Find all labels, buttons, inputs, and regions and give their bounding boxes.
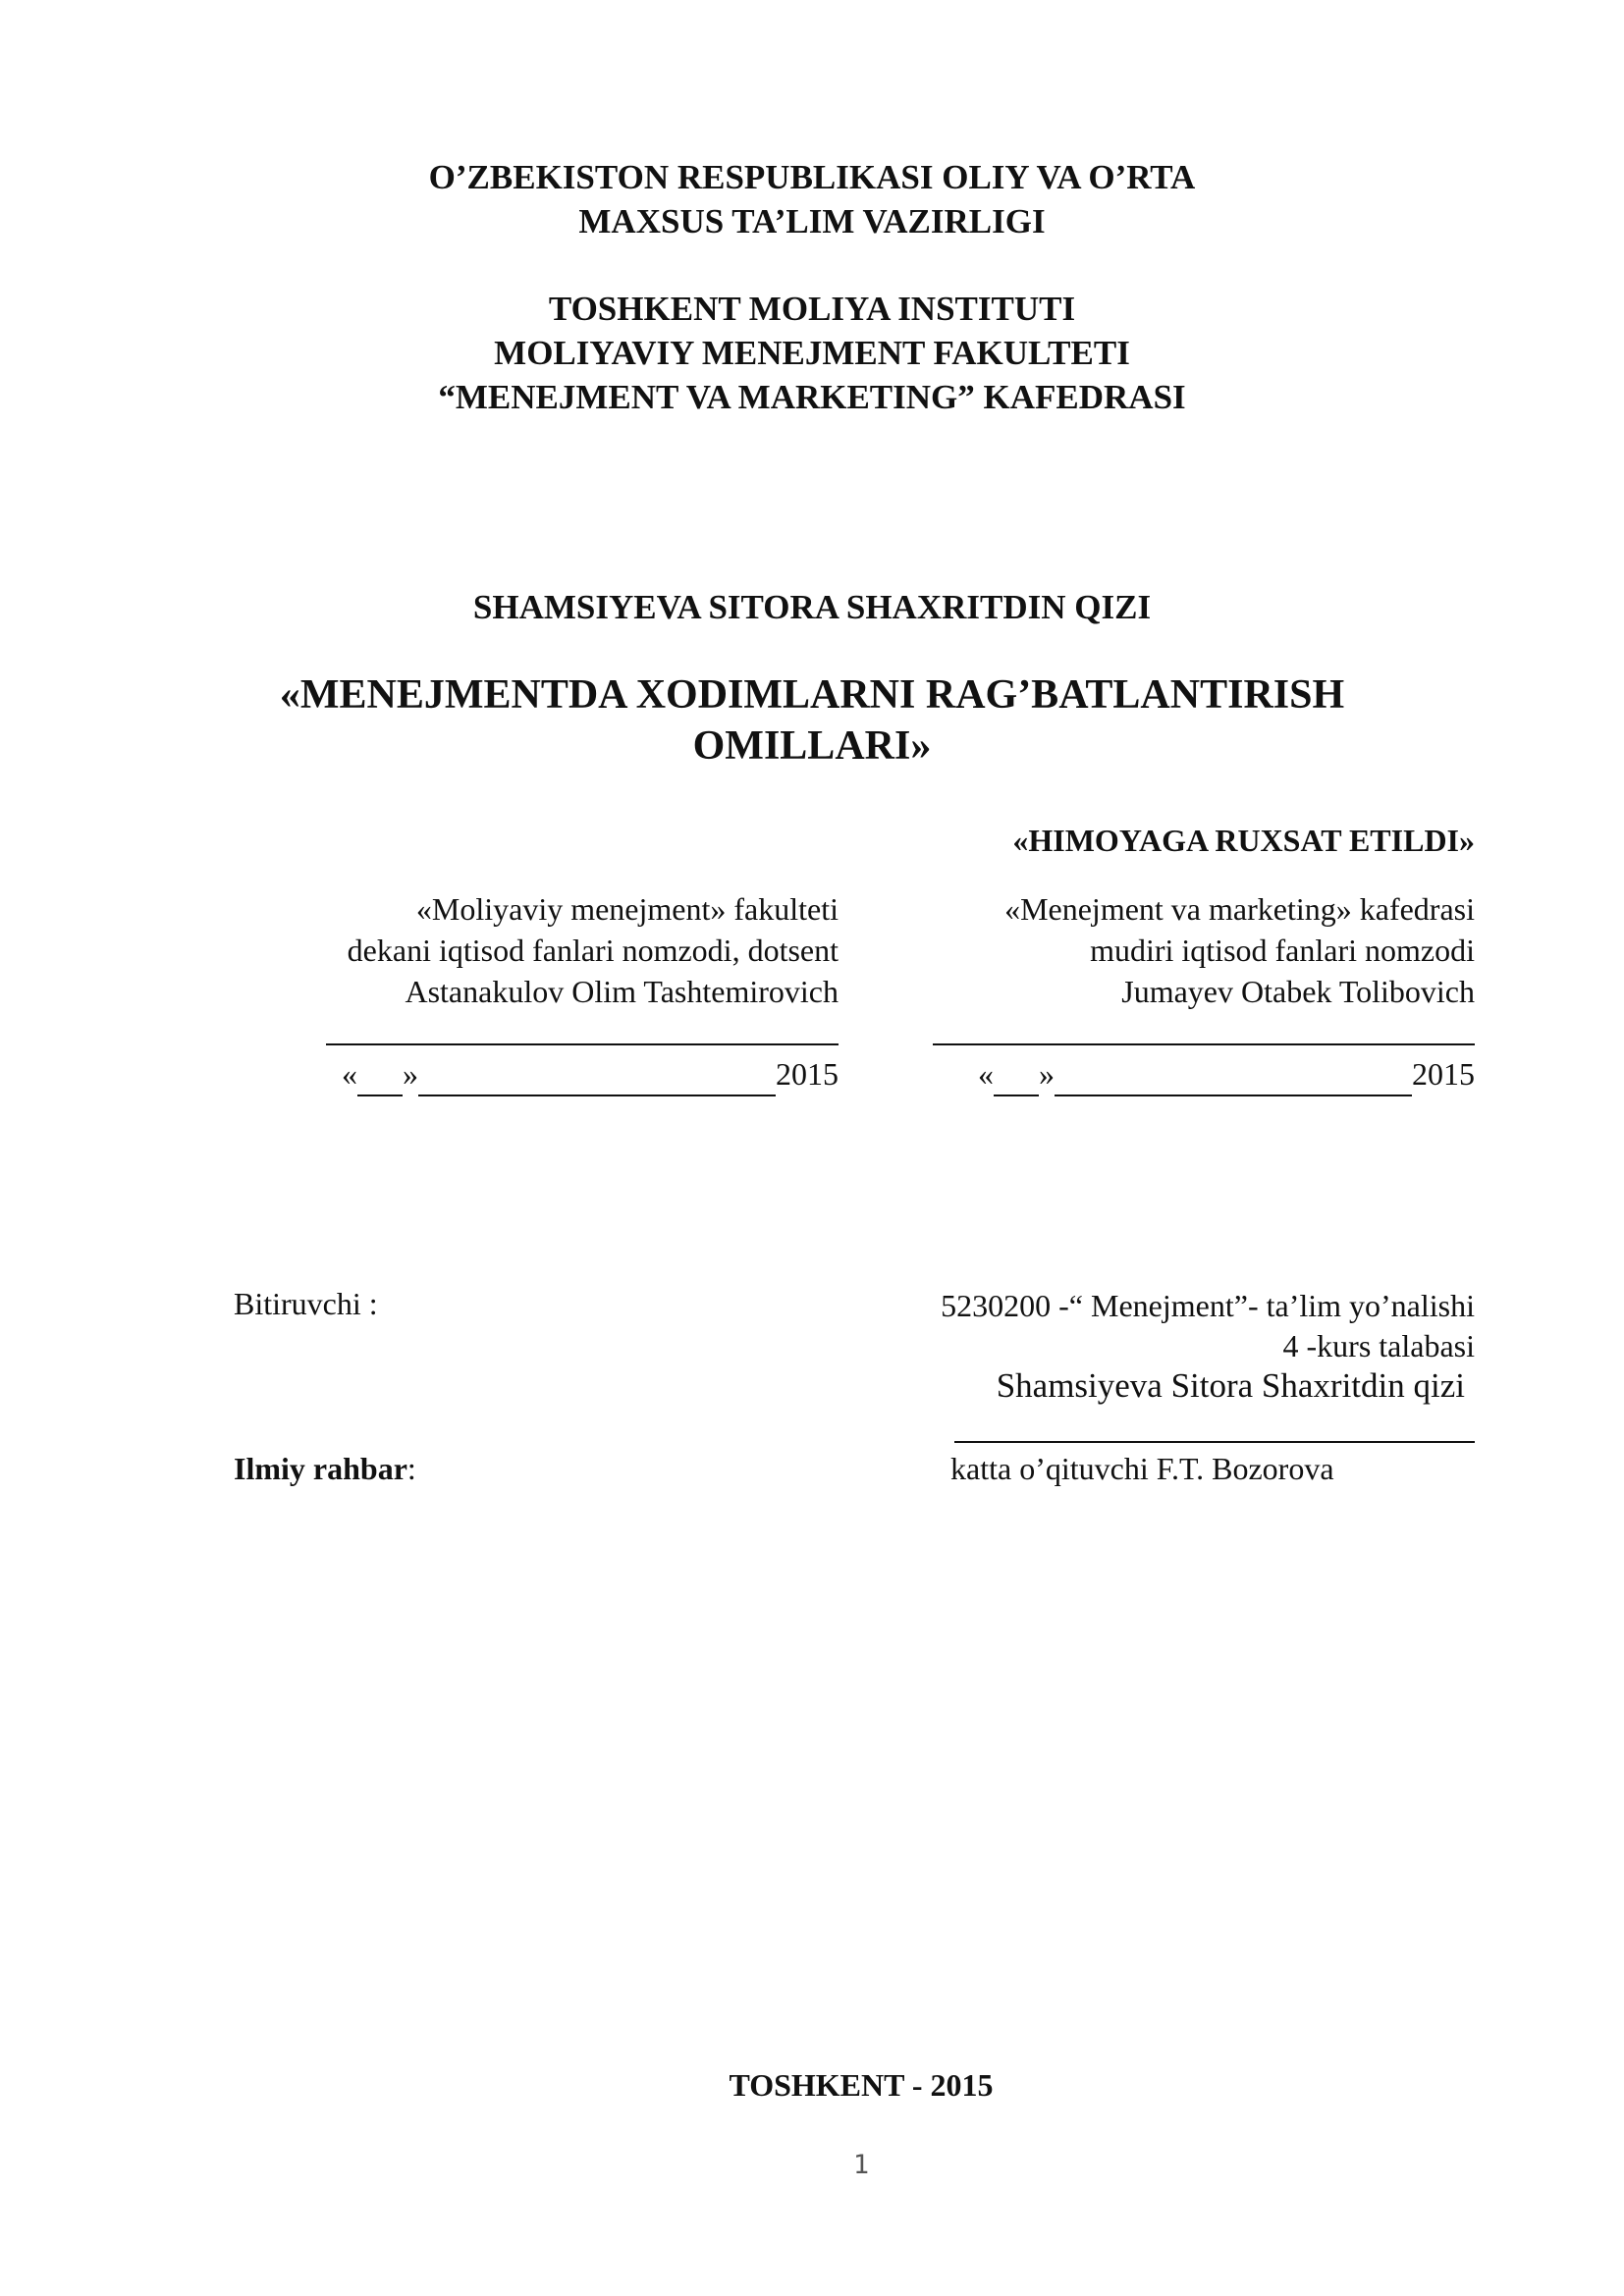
graduate-signature-line: [954, 1441, 1475, 1443]
head-line-3: Jumayev Otabek Tolibovich: [1121, 974, 1475, 1009]
head-line-1: «Menejment va marketing» kafedrasi: [1004, 891, 1475, 927]
graduate-label: Bitiruvchi :: [234, 1286, 378, 1321]
advisor-name: katta o’qituvchi F.T. Bozorova: [950, 1451, 1334, 1486]
head-signature-line: [866, 1012, 1475, 1053]
month-blank-long: [483, 1053, 776, 1096]
thesis-title-line-2: OMILLARI»: [692, 723, 932, 769]
graduate-name: Shamsiyeva Sitora Shaxritdin qizi: [996, 1366, 1465, 1405]
dean-date-line: « » 2015: [230, 1053, 839, 1095]
head-date-line: « » 2015: [866, 1053, 1475, 1095]
department-name: “MENEJMENT VA MARKETING” KAFEDRASI: [438, 378, 1186, 416]
institute-heading: [0, 287, 1624, 419]
page-number: 1: [852, 2150, 870, 2180]
institute-name: TOSHKENT MOLIYA INSTITUTI: [548, 290, 1076, 328]
city-year: TOSHKENT - 2015: [729, 2067, 994, 2103]
graduate-info: [941, 1286, 1475, 1366]
advisor-label: Ilmiy rahbar:: [234, 1451, 416, 1486]
month-blank: [418, 1053, 483, 1096]
ministry-line-2: MAXSUS TA’LIM VAZIRLIGI: [578, 202, 1046, 240]
head-of-department-signature-block: [866, 888, 1475, 1095]
dean-line-1: «Moliyaviy menejment» fakulteti: [415, 891, 839, 927]
day-blank: [994, 1053, 1039, 1096]
day-blank: [357, 1053, 403, 1096]
month-blank-long: [1119, 1053, 1412, 1096]
faculty-name: MOLIYAVIY MENEJMENT FAKULTETI: [494, 334, 1130, 372]
head-line-2: mudiri iqtisod fanlari nomzodi: [1090, 933, 1475, 968]
approval-heading: «HIMOYAGA RUXSAT ETILDI»: [1012, 823, 1475, 858]
ministry-heading: [0, 155, 1624, 243]
author-name: SHAMSIYEVA SITORA SHAXRITDIN QIZI: [472, 588, 1152, 626]
graduate-course: 4 -kurs talabasi: [1282, 1328, 1475, 1363]
ministry-line-1: O’ZBEKISTON RESPUBLIKASI OLIY VA O’RTA: [428, 158, 1196, 196]
dean-line-2: dekani iqtisod fanlari nomzodi, dotsent: [347, 933, 839, 968]
month-blank: [1055, 1053, 1119, 1096]
dean-date-year: 2015: [776, 1056, 839, 1092]
dean-signature-line: [230, 1012, 839, 1053]
dean-signature-block: [230, 888, 839, 1095]
head-date-year: 2015: [1412, 1056, 1475, 1092]
graduate-program: 5230200 -“ Menejment”- ta’lim yo’nalishi: [941, 1288, 1475, 1323]
dean-line-3: Astanakulov Olim Tashtemirovich: [405, 974, 839, 1009]
thesis-title-line-1: «MENEJMENTDA XODIMLARNI RAG’BATLANTIRISH: [279, 672, 1345, 718]
thesis-title: [0, 669, 1624, 772]
